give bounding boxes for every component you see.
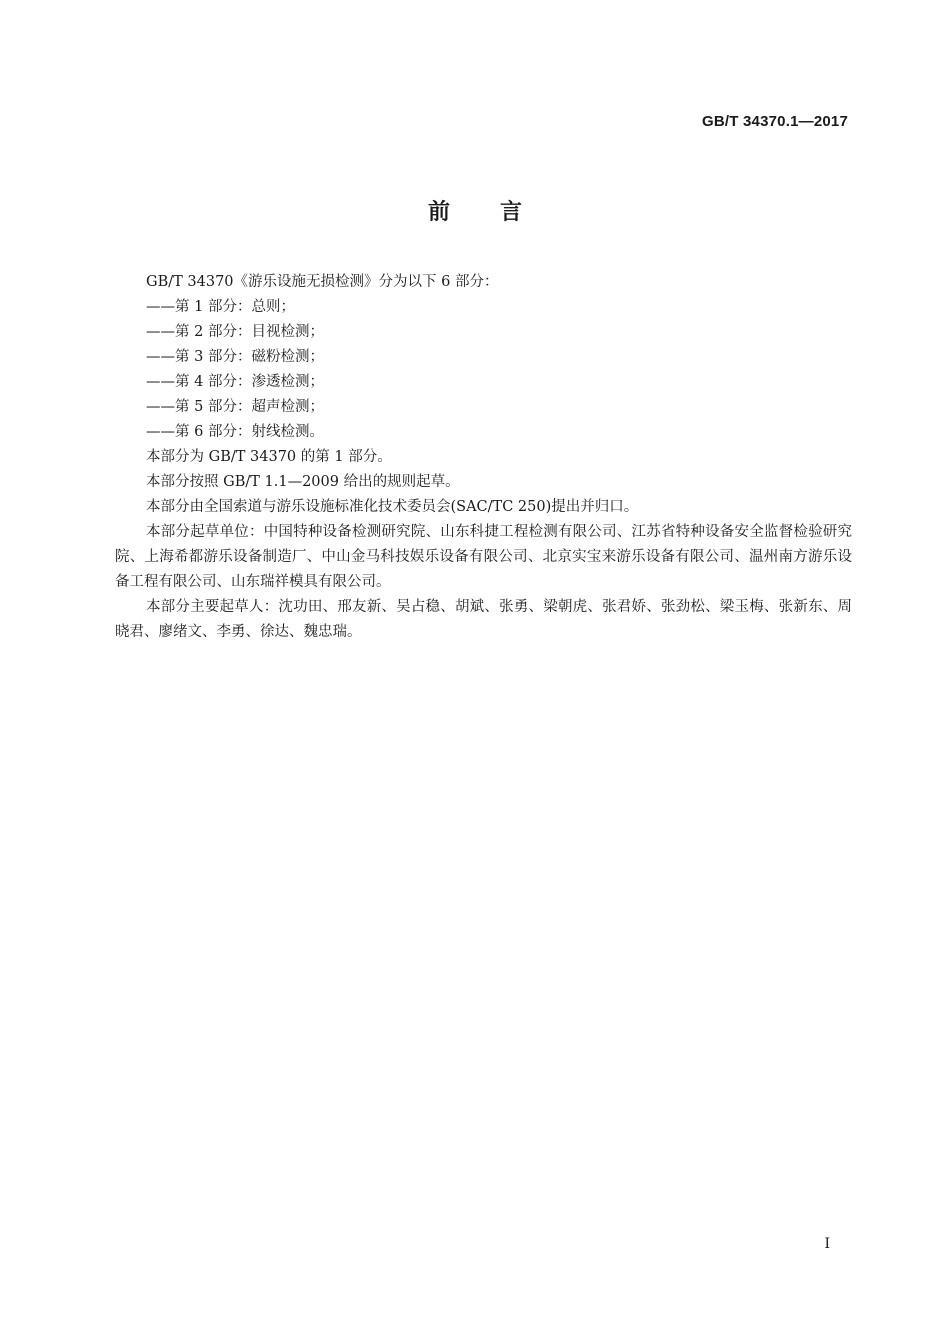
list-item-part-5: ——第 5 部分：超声检测； bbox=[146, 399, 324, 415]
list-item-part-4: ——第 4 部分：渗透检测； bbox=[146, 374, 324, 390]
paragraph-proposer: 本部分由全国索道与游乐设施标准化技术委员会(SAC/TC 250)提出并归口。 bbox=[146, 499, 639, 515]
list-item-part-6: ——第 6 部分：射线检测。 bbox=[146, 424, 324, 440]
list-item-part-3: ——第 3 部分：磁粉检测； bbox=[146, 349, 324, 365]
list-item-part-1: ——第 1 部分：总则； bbox=[146, 299, 295, 315]
paragraph-drafting-rules: 本部分按照 GB/T 1.1—2009 给出的规则起草。 bbox=[146, 474, 460, 490]
paragraph-intro: GB/T 34370《游乐设施无损检测》分为以下 6 部分： bbox=[146, 274, 499, 290]
page-title: 前言 bbox=[427, 200, 572, 225]
list-item-part-2: ——第 2 部分：目视检测； bbox=[146, 324, 324, 340]
paragraph-part-statement: 本部分为 GB/T 34370 的第 1 部分。 bbox=[146, 449, 392, 465]
paragraph-drafters: 本部分主要起草人：沈功田、邢友新、吴占稳、胡斌、张勇、梁朝虎、张君娇、张劲松、梁玉梅、张新东、周晓君、廖绪文、李勇、徐达、魏忠瑞。 bbox=[115, 599, 852, 640]
document-body bbox=[115, 270, 852, 645]
standard-number: GB/T 34370.1—2017 bbox=[702, 113, 848, 130]
paragraph-drafting-units: 本部分起草单位：中国特种设备检测研究院、山东科捷工程检测有限公司、江苏省特种设备安全监督检验研究院、上海希都游乐设备制造厂、中山金马科技娱乐设备有限公司、北京实宝来游乐设备有限公司、温州南方游乐设备工程有限公司、山东瑞祥模具有限公司。 bbox=[115, 524, 852, 590]
page-number: I bbox=[824, 1236, 830, 1252]
